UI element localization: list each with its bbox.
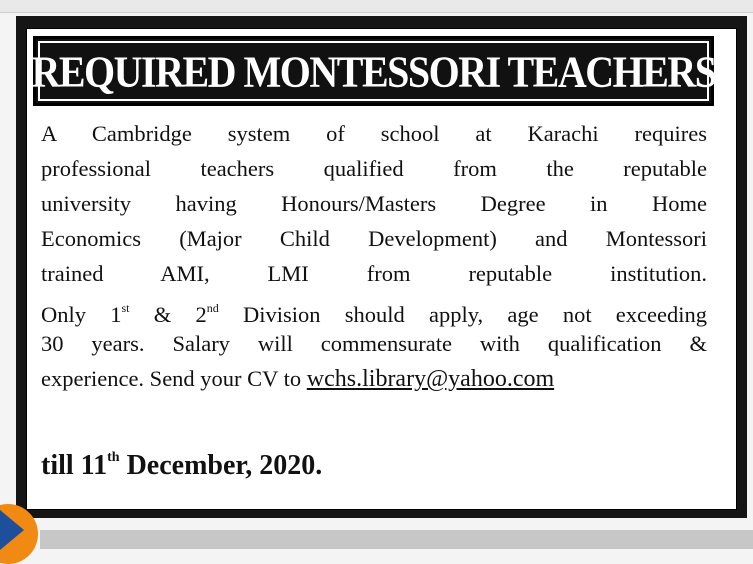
ad-body-line-8 <box>41 361 707 396</box>
line6-prefix: Only 1 <box>41 302 122 327</box>
ad-body-line-6 <box>41 291 707 326</box>
deadline-suffix: December, 2020. <box>119 450 323 481</box>
contact-email-link[interactable]: wchs.library@yahoo.com <box>306 366 555 392</box>
line6-sup-nd: nd <box>206 301 219 315</box>
line6-suffix: Division should apply, age not exceeding <box>218 302 708 327</box>
line8-prefix: experience. Send your CV to <box>41 366 307 391</box>
play-arrow-icon[interactable] <box>0 510 24 550</box>
ad-body-line-5: trained AMI, LMI from reputable institution. <box>41 261 707 286</box>
bottom-gray-bar <box>40 530 753 549</box>
line6-sup-st: st <box>121 301 130 315</box>
deadline-sup-th: th <box>107 450 120 465</box>
ad-deadline <box>41 450 322 482</box>
ad-body-line-7: 30 years. Salary will commensurate with qualification & <box>41 331 707 356</box>
ad-body-line-2: professional teachers qualified from the reputable <box>41 156 707 181</box>
ad-body <box>41 116 707 396</box>
deadline-prefix: till 11 <box>41 450 108 481</box>
ad-body-line-4: Economics (Major Child Development) and Montessori <box>41 226 707 251</box>
line6-mid: & 2 <box>129 302 207 327</box>
ad-title: REQUIRED MONTESSORI TEACHERS <box>31 45 716 97</box>
ad-body-line-3: university having Honours/Masters Degree in Home <box>41 191 707 216</box>
ad-title-bar <box>33 36 714 106</box>
ad-body-line-1: A Cambridge system of school at Karachi requires <box>41 121 707 146</box>
top-strip <box>0 0 753 13</box>
